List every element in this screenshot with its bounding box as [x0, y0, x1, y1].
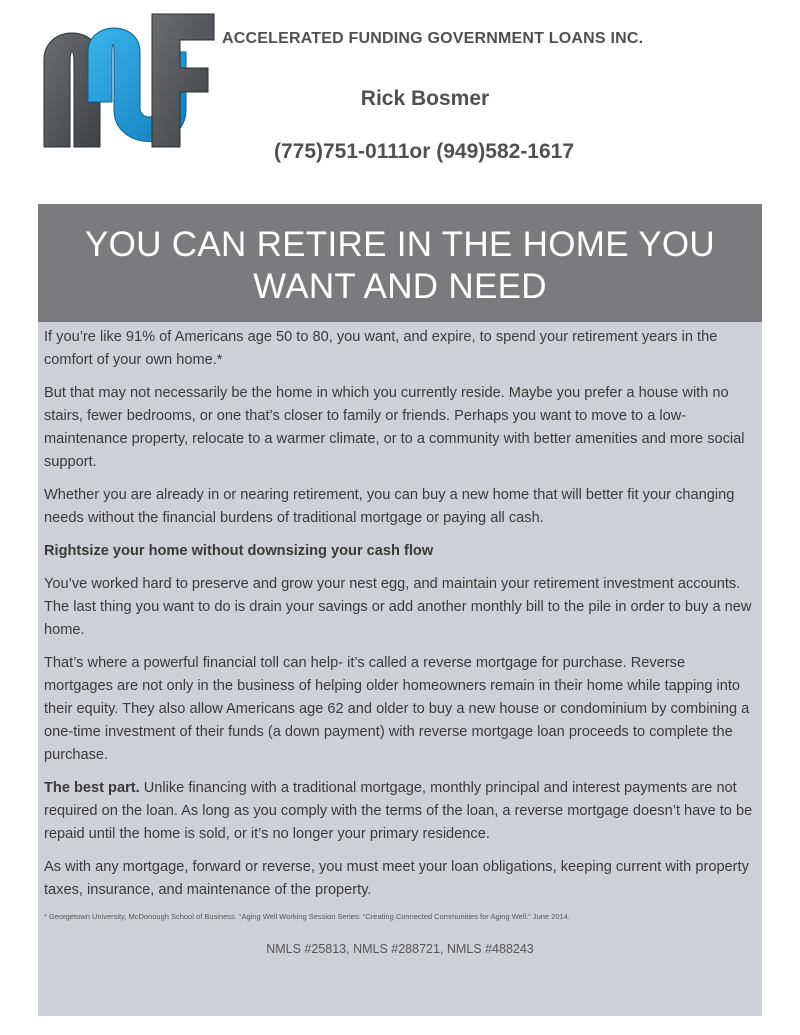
headline-line-2: WANT AND NEED	[253, 267, 547, 306]
paragraph: But that may not necessarily be the home in which you currently reside. Maybe you prefer a house with no stairs, fewer bedrooms, or one that’s closer to family or friends. Perhaps you want to move to a low-maintenance property, relocate to a warmer climate, or to a community with better amenities and more social support.	[44, 385, 745, 470]
content-panel	[38, 204, 762, 1016]
section-subheading: Rightsize your home without downsizing your cash flow	[44, 543, 434, 559]
af-logo	[40, 12, 218, 157]
headline-banner	[38, 204, 762, 322]
best-part-lead: The best part.	[44, 780, 140, 796]
article-body	[38, 322, 762, 961]
phone-numbers: (775)751-0111or (949)582-1617	[273, 140, 575, 163]
closing-paragraph: As with any mortgage, forward or reverse, you must meet your loan obligations, keeping current with property taxes, insurance, and maintenance of the property.	[44, 859, 749, 898]
headline-line-1: YOU CAN RETIRE IN THE HOME YOU	[84, 225, 715, 264]
paragraph: Whether you are already in or nearing retirement, you can buy a new home that will better fit your changing needs without the financial burdens of traditional mortgage or paying all cash.	[44, 487, 735, 526]
paragraph: That’s where a powerful financial toll can help- it’s called a reverse mortgage for purchase. Reverse mortgages are not only in the business of helping older homeowners remain in their home while tapping into their equity. They also allow Americans age 62 and older to buy a new house or condominium by combining a one-time investment of their funds (a down payment) with reverse mortgage loan proceeds to complete the purchase.	[44, 655, 750, 763]
best-part-paragraph	[44, 777, 756, 846]
paragraph: You’ve worked hard to preserve and grow your nest egg, and maintain your retirement investment accounts. The last thing you want to do is drain your savings or add another monthly bill to the pile in order to buy a new home.	[44, 576, 752, 638]
nmls-numbers: NMLS #25813, NMLS #288721, NMLS #488243	[266, 942, 534, 956]
footnote: * Georgetown University, McDonough School of Business. “Aging Well Working Session Series: “Creating Connected Communities for Aging Well.” June 2014.	[44, 912, 570, 921]
company-name: ACCELERATED FUNDING GOVERNMENT LOANS INC.	[222, 30, 644, 47]
agent-name: Rick Bosmer	[360, 87, 490, 110]
best-part-text: Unlike financing with a traditional mortgage, monthly principal and interest payments are not required on the loan. As long as you comply with the terms of the loan, a reverse mortgage doesn’t have to be repaid until the home is sold, or it’s no longer your primary residence.	[44, 780, 753, 842]
paragraph: If you’re like 91% of Americans age 50 to 80, you want, and expire, to spend your retirement years in the comfort of your own home.*	[44, 329, 718, 368]
